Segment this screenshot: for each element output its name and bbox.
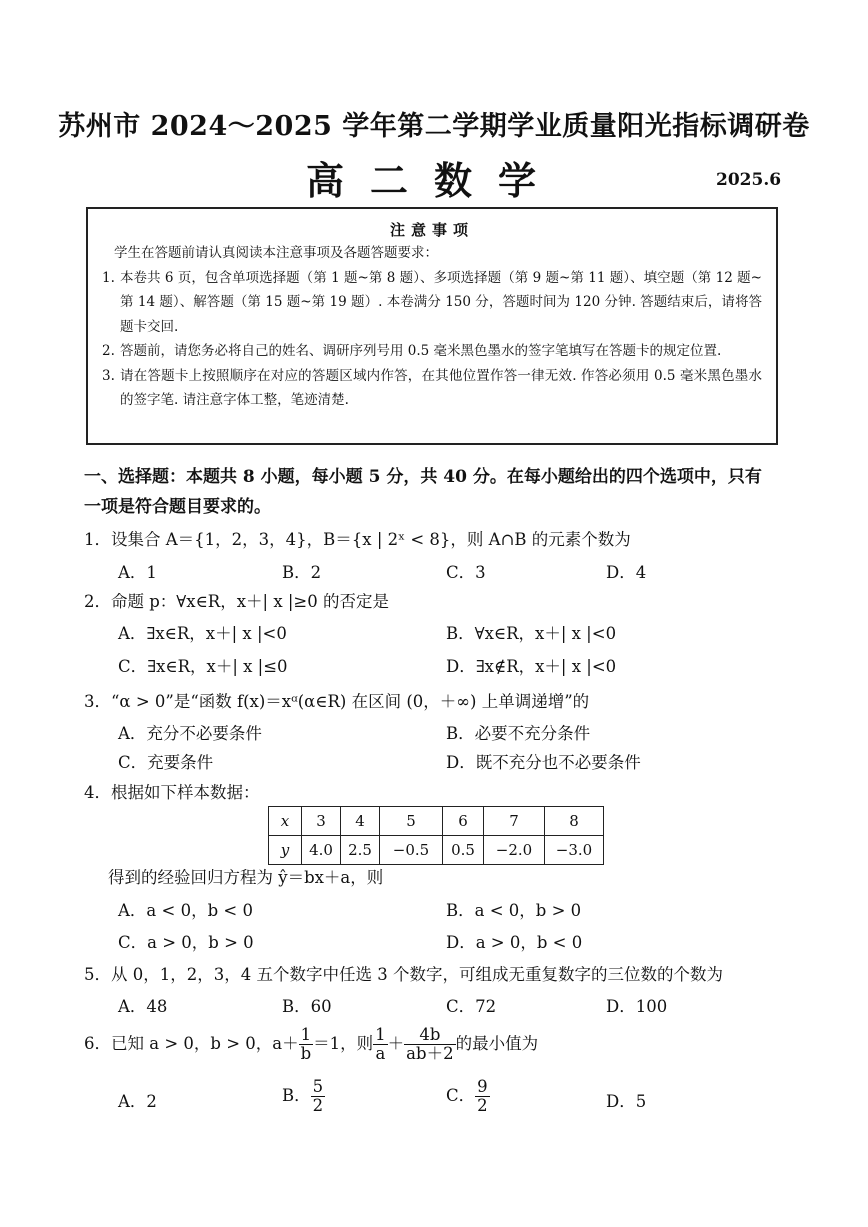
question-4-option-b: B．a < 0，b > 0 xyxy=(446,901,582,920)
question-6-stem-mid: ＝1，则 xyxy=(313,1034,374,1053)
fraction-numerator: 4b xyxy=(404,1026,455,1045)
fraction-numerator: 9 xyxy=(477,1077,488,1096)
notice-box xyxy=(86,207,778,445)
table-cell: 6 xyxy=(443,807,484,836)
fraction-numerator: 1 xyxy=(299,1026,314,1045)
fraction xyxy=(475,1078,490,1115)
sample-data-table xyxy=(268,806,604,865)
option-prefix: C． xyxy=(446,1086,476,1105)
question-5-stem: 5．从 0，1，2，3，4 五个数字中任选 3 个数字，可组成无重复数字的三位数的个数为 xyxy=(84,965,723,984)
question-3-option-b: B．必要不充分条件 xyxy=(446,724,591,743)
question-2-option-c: C．∃x∈R，x＋| x |≤0 xyxy=(118,657,288,676)
table-cell: 8 xyxy=(545,807,604,836)
fraction-denominator: b xyxy=(300,1044,312,1063)
table-row xyxy=(269,807,604,836)
table-header-cell: y xyxy=(269,836,302,865)
question-2-option-d: D．∃x∉R，x＋| x |<0 xyxy=(446,657,617,676)
question-1-option-c: C．3 xyxy=(446,563,486,582)
question-1-stem: 1．设集合 A＝{1，2，3，4}，B＝{x | 2ˣ < 8}，则 A∩B 的元素个数为 xyxy=(84,530,631,549)
plus-sign: ＋ xyxy=(387,1034,405,1053)
question-2-option-a: A．∃x∈R，x＋| x |<0 xyxy=(118,624,287,643)
notice-item-number: 2. xyxy=(102,343,115,359)
table-header-cell: x xyxy=(269,807,302,836)
question-1-option-b: B．2 xyxy=(282,563,322,582)
fraction-denominator: ab＋2 xyxy=(406,1044,454,1063)
option-prefix: B． xyxy=(282,1086,311,1105)
table-cell: 4 xyxy=(341,807,380,836)
question-6-option-d: D．5 xyxy=(606,1092,647,1111)
table-cell: 0.5 xyxy=(443,836,484,865)
table-cell: −3.0 xyxy=(545,836,604,865)
fraction-numerator: 1 xyxy=(375,1025,386,1044)
table-cell: 4.0 xyxy=(302,836,341,865)
fraction-numerator: 5 xyxy=(312,1077,324,1096)
exam-subject: 高二数学 xyxy=(305,158,562,203)
notice-item xyxy=(102,364,762,413)
question-3-option-a: A．充分不必要条件 xyxy=(118,724,262,743)
question-6-stem-end: 的最小值为 xyxy=(455,1034,539,1053)
question-4-followup: 得到的经验回归方程为 ŷ＝bx＋a，则 xyxy=(108,868,384,887)
section-heading: 一、选择题：本题共 8 小题，每小题 5 分，共 40 分。在每小题给出的四个选项中，只有一项是符合题目要求的。 xyxy=(84,467,762,517)
table-cell: 3 xyxy=(302,807,341,836)
question-1-option-d: D．4 xyxy=(606,563,647,582)
table-cell: 2.5 xyxy=(341,836,380,865)
notice-item xyxy=(102,339,762,364)
question-6-stem xyxy=(84,1026,538,1063)
table-row xyxy=(269,836,604,865)
question-5-option-d: D．100 xyxy=(606,997,668,1016)
notice-item-text: 请在答题卡上按照顺序在对应的答题区域内作答，在其他位置作答一律无效. 作答必须用 0.5 毫米黑色墨水的签字笔. 请注意字体工整，笔迹清楚. xyxy=(120,367,762,408)
notice-item-text: 答题前，请您务必将自己的姓名、调研序列号用 0.5 毫米黑色墨水的签字笔填写在答题卡的规定位置. xyxy=(120,343,722,359)
question-6-option-b xyxy=(282,1078,325,1115)
notice-item-text: 本卷共 6 页，包含单项选择题（第 1 题~第 8 题）、多项选择题（第 9 题~第 11 题）、填空题（第 12 题~第 14 题）、解答题（第 15 题~第 19 题）. 本卷满分 150 分，答题时间为 120 分钟. 答题结束后，请将答题卡交回. xyxy=(120,269,762,335)
table-cell: 5 xyxy=(380,807,443,836)
table-cell: −0.5 xyxy=(380,836,443,865)
fraction xyxy=(373,1026,388,1063)
question-4-option-c: C．a > 0，b > 0 xyxy=(118,933,254,952)
question-5-option-a: A．48 xyxy=(118,997,168,1016)
question-4-option-a: A．a < 0，b < 0 xyxy=(118,901,253,920)
notice-item-number: 3. xyxy=(102,367,115,384)
fraction xyxy=(404,1026,455,1063)
exam-date: 2025.6 xyxy=(716,170,782,190)
fraction-denominator: 2 xyxy=(477,1096,488,1115)
question-3-option-d: D．既不充分也不必要条件 xyxy=(446,753,641,772)
fraction xyxy=(299,1026,314,1063)
fraction-denominator: 2 xyxy=(312,1096,324,1115)
question-6-stem-start: 6．已知 a > 0，b > 0，a＋ xyxy=(84,1034,299,1053)
question-2-stem: 2．命题 p：∀x∈R，x＋| x |≥0 的否定是 xyxy=(84,592,389,611)
question-2-option-b: B．∀x∈R，x＋| x |<0 xyxy=(446,624,617,643)
question-6-option-c xyxy=(446,1078,490,1115)
question-5-option-c: C．72 xyxy=(446,997,497,1016)
question-4-stem: 4．根据如下样本数据： xyxy=(84,783,260,802)
question-5-option-b: B．60 xyxy=(282,997,332,1016)
question-3-stem: 3．“α > 0”是“函数 f(x)＝xᵅ(α∈R) 在区间 (0，＋∞) 上单调递增”的 xyxy=(84,692,590,711)
notice-title: 注意事项 xyxy=(389,221,474,239)
question-4-option-d: D．a > 0，b < 0 xyxy=(446,933,583,952)
fraction-denominator: a xyxy=(375,1044,386,1063)
notice-item xyxy=(102,266,762,340)
table-cell: −2.0 xyxy=(484,836,545,865)
table-cell: 7 xyxy=(484,807,545,836)
notice-intro: 学生在答题前请认真阅读本注意事项及各题答题要求： xyxy=(114,245,438,261)
question-3-option-c: C．充要条件 xyxy=(118,753,214,772)
exam-title: 苏州市 2024～2025 学年第二学期学业质量阳光指标调研卷 xyxy=(58,111,810,142)
notice-item-number: 1. xyxy=(102,269,115,286)
question-1-option-a: A．1 xyxy=(118,563,157,582)
fraction xyxy=(311,1078,326,1115)
question-6-option-a: A．2 xyxy=(118,1092,157,1111)
